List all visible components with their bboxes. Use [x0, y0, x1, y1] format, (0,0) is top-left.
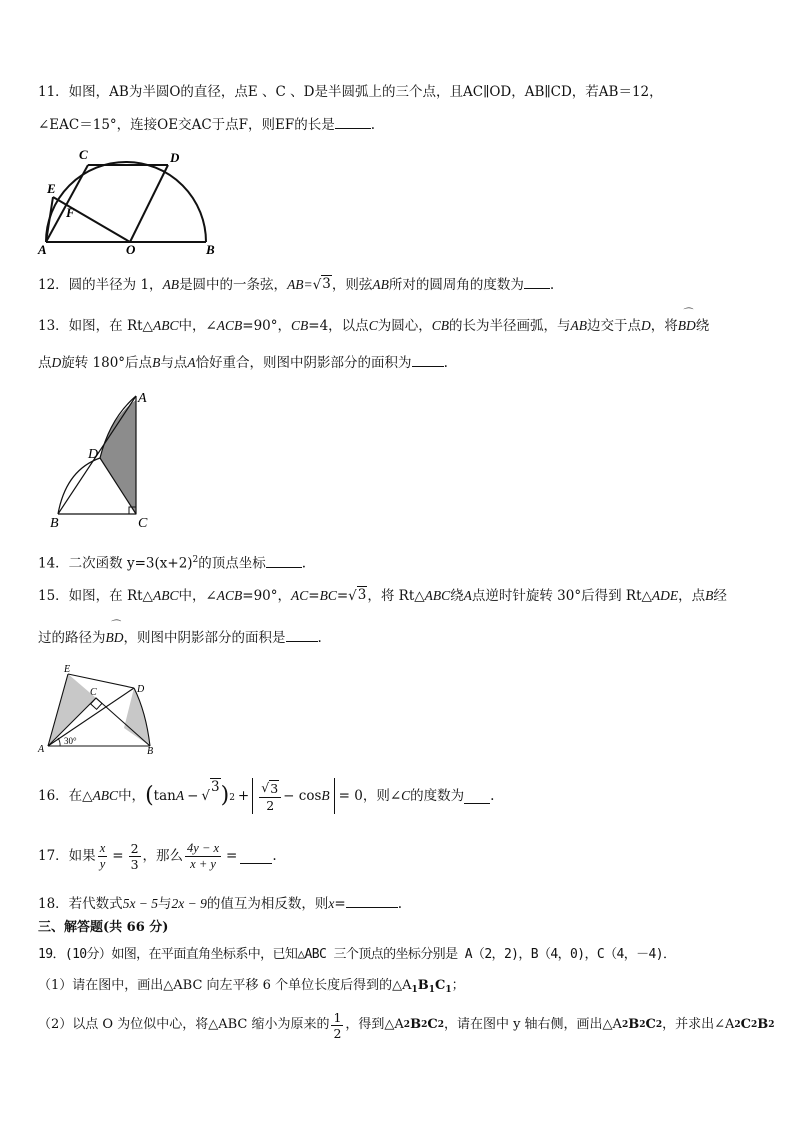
q15-label-c: C — [90, 687, 97, 698]
q15-line2: 过的路径为 ⌒ BD，则图中阴影部分的面积是 . — [38, 620, 322, 646]
q11-label-o: O — [126, 242, 136, 255]
q11-label-a: A — [38, 242, 47, 255]
q13-label-b: B — [50, 516, 59, 530]
q13-line2: 点D旋转 180°后点B与点A恰好重合，则图中阴影部分的面积为 . — [38, 352, 448, 373]
q13-line1: 13．如图，在 Rt△ABC中，∠ACB=90°，CB=4，以点C为圆心，CB的长为半径画弧，与AB边交于点D，将 ⌒ BD绕 — [38, 308, 710, 334]
q15-arc-bd: ⌒ BD — [105, 620, 124, 645]
q13-figure — [48, 388, 158, 530]
q13-label-c: C — [138, 516, 148, 530]
q16-line: 16．在△ ABC 中， ( tan A − √ 3 ) 2 + √ 3 2 − cos B = 0 ，则∠ C 的度数为 . — [38, 779, 495, 813]
q12-answer-blank — [524, 274, 550, 289]
q17-line: 17．如果 $\frac{x}{y}$ = $\frac{2}{3}$ ，那么 $\frac{4y - x}{x + y}$ = . — [38, 840, 277, 872]
q15-label-angle: 30° — [64, 736, 77, 746]
q11-end: . — [370, 117, 376, 133]
q15-label-a: A — [38, 744, 45, 755]
q17-frac-expr: $\frac{4y - x}{x + y}$ — [187, 840, 220, 871]
q13-answer-blank — [412, 352, 444, 367]
q11-label-c: C — [79, 147, 88, 162]
q14-answer-blank — [266, 553, 302, 568]
q18-answer-blank — [346, 893, 398, 908]
q15-figure — [34, 662, 164, 756]
q13-label-a: A — [138, 391, 147, 406]
q11-label-f: F — [66, 205, 75, 220]
q17-answer-blank — [240, 849, 272, 864]
q14-line: 14．二次函数 $y=3(x+2)^2$的顶点坐标 . — [38, 550, 306, 574]
q12-line: 12．圆的半径为 1，AB是圆中的一条弦，AB=√ 3 ，则弦AB所对的圆周角的度数为 . — [38, 276, 555, 293]
q16-answer-blank — [464, 789, 490, 804]
q17-frac-23: $\frac{2}{3}$ — [130, 840, 139, 872]
q13-label-d: D — [88, 447, 99, 462]
q19-part1: （1）请在图中，画出△ABC 向左平移 6 个单位长度后得到的$\triangle A_1B_1C_1$； — [38, 978, 465, 995]
q11-line2-text: ∠EAC＝15°，连接OE交AC于点F，则EF的长是 — [38, 117, 335, 133]
q11-line2 — [38, 114, 375, 135]
q11-label-e: E — [47, 181, 56, 196]
q16-paren-open: ( — [145, 783, 154, 808]
q11-line1: 11．如图，AB为半圆O的直径，点E 、C 、D是半圆弧上的三个点，且AC∥OD，AB∥CD，若AB＝12， — [38, 84, 663, 100]
q16-abs: √ 3 2 − cos B — [252, 778, 334, 814]
q15-label-d: D — [137, 684, 145, 695]
q19-part2: （2）以点 O 为位似中心，将△ABC 缩小为原来的 $\frac{1}{2}$ ，得到△A 2 B 2 C 2 ，请在图中 y 轴右侧，画出△A 2 B 2 C 2 ，并求出∠A 2 C 2 B 2 — [38, 1009, 775, 1041]
q15-line1: 15．如图，在 Rt△ABC中，∠ACB=90°，AC=BC=√ 3 ，将 Rt△ABC绕A点逆时针旋转 30°后得到 Rt△ADE，点B经 — [38, 587, 727, 604]
q19-frac-half: $\frac{1}{2}$ — [333, 1009, 342, 1041]
q15-label-e: E — [64, 664, 71, 675]
q13-arc-bd: ⌒ BD — [677, 308, 696, 333]
q12-sqrt: √ 3 — [312, 276, 331, 293]
q16-sqrt: √ 3 — [201, 779, 220, 804]
q18-line: 18．若代数式5x − 5与2x − 9的值互为相反数，则x= . — [38, 893, 402, 914]
q11-label-d: D — [170, 150, 180, 165]
q15-answer-blank — [286, 627, 318, 642]
q11-figure — [36, 145, 226, 255]
q17-frac-xy: $\frac{x}{y}$ — [99, 840, 106, 871]
q11-answer-blank — [335, 114, 371, 129]
q15-label-b: B — [147, 746, 154, 756]
q16-frac: √ 3 2 — [259, 780, 281, 813]
q19-line1: 19．(10分）如图，在平面直角坐标系中，已知△ABC 三个顶点的坐标分别是 A（2，2)，B（4，0)，C（4，－4)． — [38, 947, 676, 962]
q16-paren-close: ) — [220, 783, 230, 808]
q15-sqrt: √ 3 — [348, 587, 367, 604]
q11-label-b: B — [206, 242, 215, 255]
section-3-heading: 三、解答题(共 66 分) — [38, 920, 169, 935]
